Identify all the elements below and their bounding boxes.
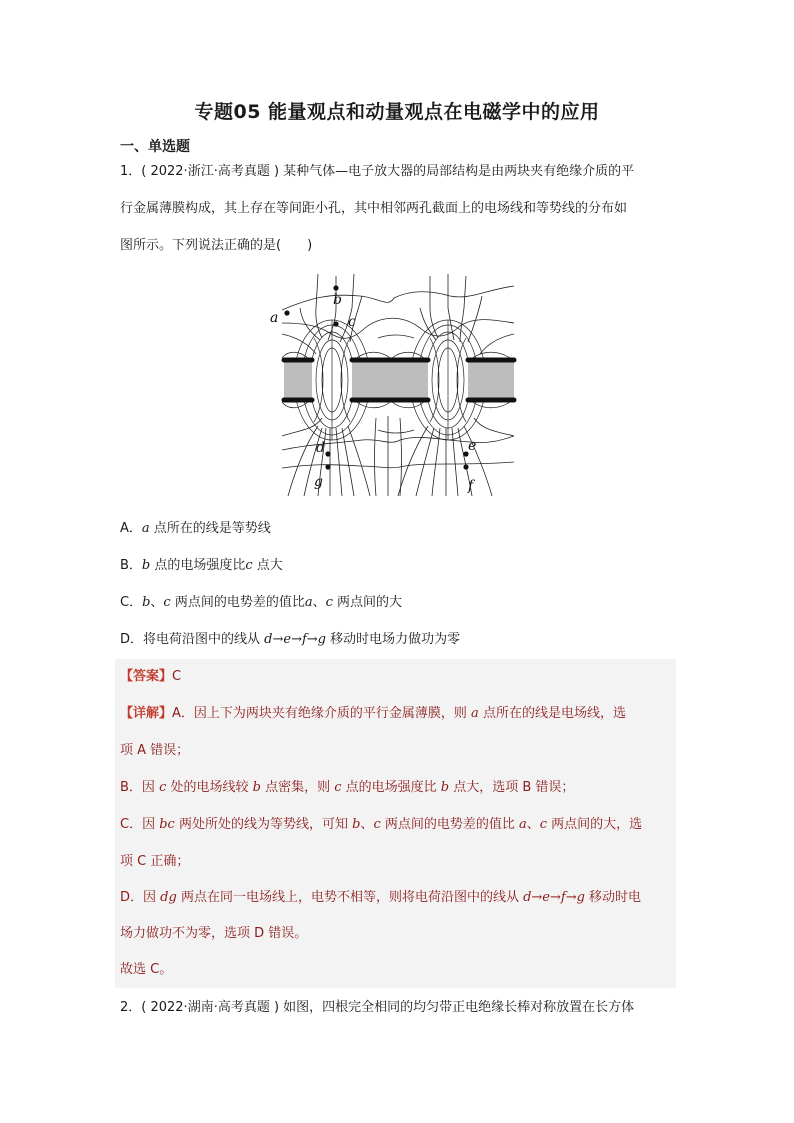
option-c: C．b、c 两点间的电势差的值比a、c 两点间的大 — [120, 595, 403, 610]
label-f: f — [468, 478, 474, 494]
detail-line-4: C．因 bc 两处所处的线为等势线，可知 b、c 两点间的电势差的值比 a、c 两点间的大，选 — [120, 817, 643, 832]
option-a: A．a 点所在的线是等势线 — [120, 521, 271, 536]
detail-line-1: 【详解】A．因上下为两块夹有绝缘介质的平行金属薄膜，则 a 点所在的线是电场线，选 — [120, 706, 626, 721]
detail-line-6: D．因 dg 两点在同一电场线上，电势不相等，则将电荷沿图中的线从 d→e→f→g 移动时电 — [120, 890, 642, 905]
q1-stem-line3: 图所示。下列说法正确的是( ) — [120, 238, 313, 253]
label-a: a — [270, 310, 279, 326]
q1-stem-line2: 行金属薄膜构成，其上存在等间距小孔，其中相邻两孔截面上的电场线和等势线的分布如 — [120, 201, 628, 216]
label-e: e — [468, 438, 477, 454]
label-d: d — [316, 440, 325, 456]
point-a — [284, 310, 289, 315]
detail-line-7: 场力做功不为零，选项 D 错误。 — [120, 926, 308, 941]
option-b: B．b 点的电场强度比c 点大 — [120, 558, 283, 573]
detail-line-8: 故选 C。 — [120, 962, 173, 977]
label-g: g — [314, 474, 323, 490]
option-d: D．将电荷沿图中的线从 d→e→f→g 移动时电场力做功为零 — [120, 632, 461, 647]
point-g — [325, 464, 330, 469]
page-title: 专题05 能量观点和动量观点在电磁学中的应用 — [194, 101, 600, 123]
answer-value: C — [172, 669, 182, 684]
point-d — [325, 451, 330, 456]
electric-field-figure — [270, 268, 518, 496]
q2-stem-line1: 2．( 2022·湖南·高考真题 ) 如图，四根完全相同的均匀带正电绝缘长棒对称放置在长方体 — [120, 1000, 635, 1015]
q1-stem-line1: 1．( 2022·浙江·高考真题 ) 某种气体—电子放大器的局部结构是由两块夹有绝缘介质的平 — [120, 164, 635, 179]
point-b — [333, 285, 338, 290]
answer-line: 【答案】C — [120, 669, 182, 684]
label-c: c — [348, 314, 356, 330]
detail-line-2: 项 A 错误； — [120, 743, 190, 758]
point-c — [333, 321, 338, 326]
label-b: b — [333, 292, 342, 308]
detail-line-3: B．因 c 处的电场线较 b 点密集，则 c 点的电场强度比 b 点大，选项 B 错误； — [120, 780, 575, 795]
point-f — [463, 464, 468, 469]
insulator-layer — [284, 362, 514, 398]
section-heading: 一、单选题 — [120, 139, 190, 155]
detail-line-5: 项 C 正确； — [120, 854, 190, 869]
